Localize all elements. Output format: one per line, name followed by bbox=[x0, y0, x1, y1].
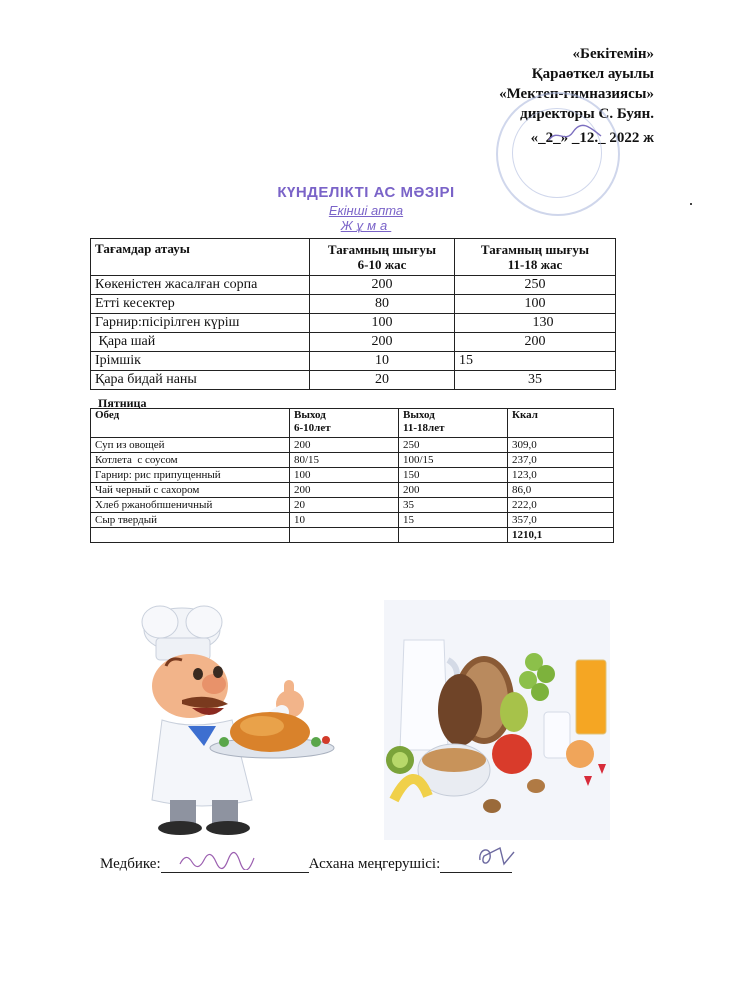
nurse-signature-icon bbox=[178, 850, 258, 870]
dish-name: Гарнир: рис припущенный bbox=[91, 468, 290, 483]
table-header-row bbox=[91, 409, 614, 438]
dish-name: Хлеб ржанобпшеничный bbox=[91, 498, 290, 513]
signature-footer bbox=[100, 856, 512, 873]
approval-title: «Бекітемін» bbox=[572, 46, 654, 62]
portion-6-10: 20 bbox=[310, 371, 455, 390]
portion-11-18: 100 bbox=[455, 295, 616, 314]
portion-6-10: 10 bbox=[310, 352, 455, 371]
dish-name: Сыр твердый bbox=[91, 513, 290, 528]
empty-cell bbox=[290, 528, 399, 543]
approval-village: Қараөткел ауылы bbox=[531, 66, 654, 82]
kcal: 86,0 bbox=[508, 483, 614, 498]
kcal: 237,0 bbox=[508, 453, 614, 468]
empty-cell bbox=[91, 528, 290, 543]
portion-11-18: 250 bbox=[455, 276, 616, 295]
table-row bbox=[91, 453, 614, 468]
approval-director: директоры С. Буян. bbox=[520, 106, 654, 122]
menu-week: Екінші апта bbox=[328, 203, 404, 218]
column-header bbox=[455, 239, 616, 276]
friday-label: Пятница bbox=[98, 396, 147, 410]
portion-11-18: 35 bbox=[455, 371, 616, 390]
table-row bbox=[91, 513, 614, 528]
kcal: 309,0 bbox=[508, 438, 614, 453]
table-row bbox=[91, 314, 616, 333]
portion-6-10: 100 bbox=[290, 468, 399, 483]
column-header bbox=[399, 409, 508, 438]
portion-6-10: 200 bbox=[290, 438, 399, 453]
dish-name: Чай черный с сахором bbox=[91, 483, 290, 498]
dish-name: Котлета с соусом bbox=[91, 453, 290, 468]
approval-school: «Мектеп-гимназиясы» bbox=[499, 86, 654, 102]
approval-date: «_2_» _12._ 2022 ж bbox=[530, 130, 654, 146]
portion-11-18: 100/15 bbox=[399, 453, 508, 468]
director-signature-icon bbox=[545, 122, 605, 148]
canteen-signature-icon bbox=[474, 842, 518, 870]
table-row bbox=[91, 352, 616, 371]
portion-6-10: 80/15 bbox=[290, 453, 399, 468]
menu-title: КҮНДЕЛІКТІ АС МӘЗІРІ bbox=[277, 184, 455, 201]
dish-name: Қара бидай наны bbox=[91, 371, 310, 390]
portion-11-18: 35 bbox=[399, 498, 508, 513]
column-header: Ккал bbox=[508, 409, 614, 438]
table-row bbox=[91, 498, 614, 513]
portion-6-10: 100 bbox=[310, 314, 455, 333]
ru-menu-table bbox=[90, 408, 614, 543]
portion-11-18: 15 bbox=[455, 352, 616, 371]
portion-6-10: 20 bbox=[290, 498, 399, 513]
menu-day: Жұма bbox=[340, 218, 392, 233]
dish-name: Көкеністен жасалған сорпа bbox=[91, 276, 310, 295]
kcal: 123,0 bbox=[508, 468, 614, 483]
food-illustration bbox=[384, 600, 610, 840]
empty-cell bbox=[399, 528, 508, 543]
dish-name: Қара шай bbox=[91, 333, 310, 352]
canteen-label: Асхана меңгерушісі: bbox=[308, 856, 441, 872]
table-row bbox=[91, 438, 614, 453]
column-header-text: Выход 11-18лет bbox=[403, 409, 445, 434]
portion-6-10: 80 bbox=[310, 295, 455, 314]
column-header-text: Тағамның шығуы 11-18 жас bbox=[480, 242, 590, 272]
dish-name: Суп из овощей bbox=[91, 438, 290, 453]
column-header: Тағамдар атауы bbox=[91, 239, 310, 276]
dish-name: Гарнир:пісірілген күріш bbox=[91, 314, 310, 333]
portion-6-10: 200 bbox=[290, 483, 399, 498]
portion-11-18: 200 bbox=[455, 333, 616, 352]
portion-11-18: 200 bbox=[399, 483, 508, 498]
table-row bbox=[91, 371, 616, 390]
table-row bbox=[91, 468, 614, 483]
portion-11-18: 150 bbox=[399, 468, 508, 483]
table-header-row bbox=[91, 239, 616, 276]
table-row bbox=[91, 295, 616, 314]
column-header-text: Выход 6-10лет bbox=[294, 409, 331, 434]
table-row bbox=[91, 276, 616, 295]
kz-menu-table bbox=[90, 238, 616, 390]
column-header bbox=[310, 239, 455, 276]
menu-titles bbox=[0, 184, 732, 233]
portion-11-18: 130 bbox=[455, 314, 616, 333]
table-row bbox=[91, 333, 616, 352]
kcal-total: 1210,1 bbox=[508, 528, 614, 543]
dish-name: Етті кесектер bbox=[91, 295, 310, 314]
portion-11-18: 250 bbox=[399, 438, 508, 453]
kcal: 222,0 bbox=[508, 498, 614, 513]
portion-11-18: 15 bbox=[399, 513, 508, 528]
column-header-text: Тағамның шығуы 6-10 жас bbox=[327, 242, 437, 272]
portion-6-10: 10 bbox=[290, 513, 399, 528]
total-row bbox=[91, 528, 614, 543]
portion-6-10: 200 bbox=[310, 333, 455, 352]
portion-6-10: 200 bbox=[310, 276, 455, 295]
kcal: 357,0 bbox=[508, 513, 614, 528]
chef-illustration bbox=[112, 600, 352, 840]
table-row bbox=[91, 483, 614, 498]
dish-name: Ірімшік bbox=[91, 352, 310, 371]
column-header: Обед bbox=[91, 409, 290, 438]
column-header bbox=[290, 409, 399, 438]
nurse-label: Медбике: bbox=[100, 856, 161, 872]
